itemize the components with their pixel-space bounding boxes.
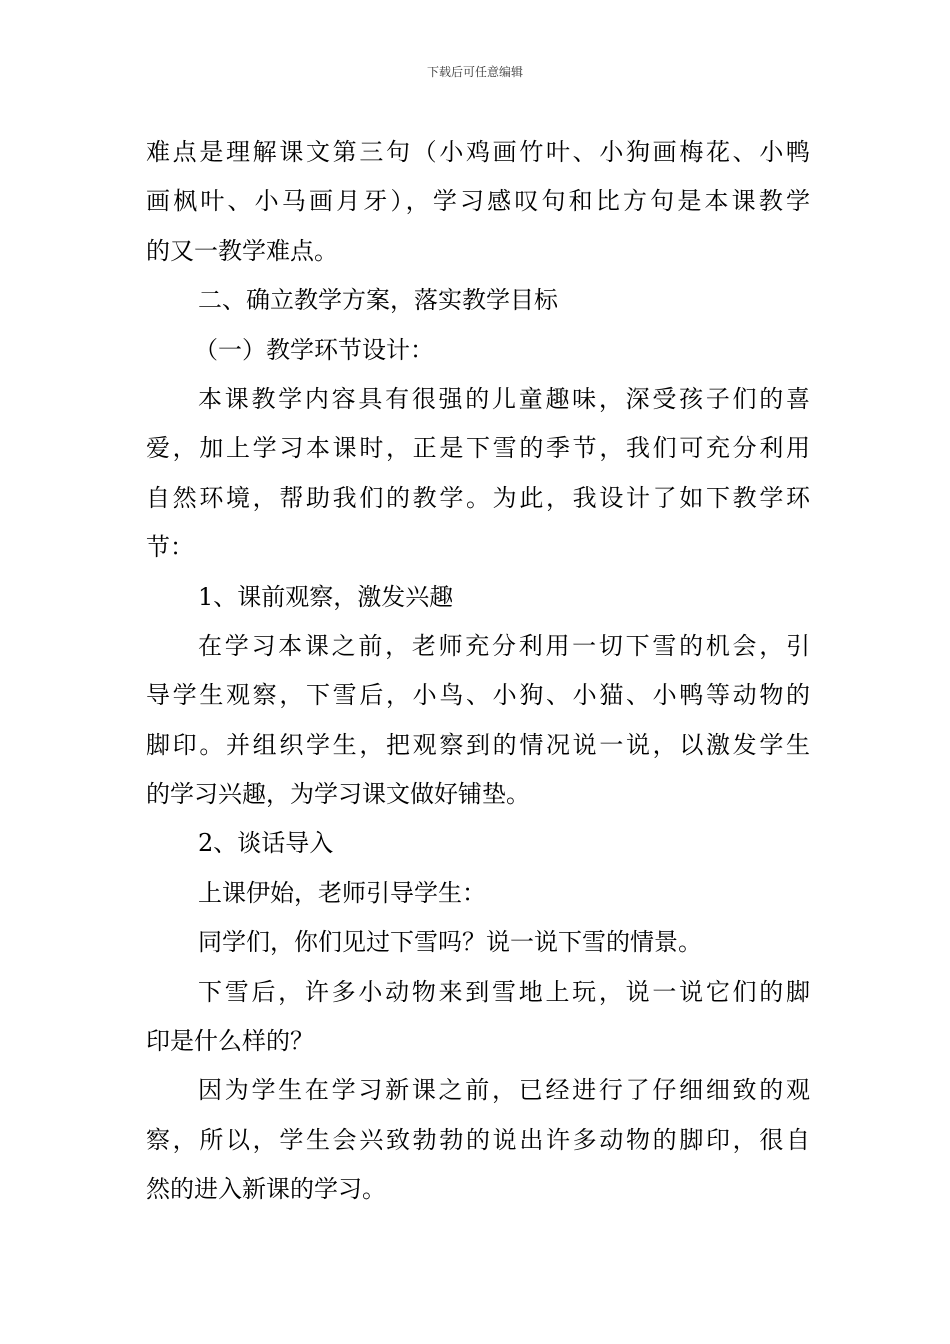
paragraph-line: 的学习兴趣，为学习课文做好铺垫。 — [146, 780, 530, 809]
paragraph-line: 难点是理解课文第三句（小鸡画竹叶、小狗画梅花、小鸭 — [146, 138, 810, 166]
step-heading-2: 2、谈话导入 — [198, 829, 334, 858]
paragraph-line: 下雪后，许多小动物来到雪地上玩，说一说它们的脚 — [198, 977, 810, 1006]
paragraph-line: 然的进入新课的学习。 — [146, 1175, 386, 1204]
paragraph-line: 爱，加上学习本课时，正是下雪的季节，我们可充分利用 — [146, 434, 810, 463]
page-header: 下载后可任意编辑 — [426, 65, 523, 79]
document-body — [146, 128, 810, 1215]
section-heading: 二、确立教学方案，落实教学目标 — [198, 286, 558, 315]
paragraph-line: 印是什么样的？ — [146, 1027, 314, 1056]
paragraph-line: 脚印。并组织学生，把观察到的情况说一说，以激发学生 — [146, 730, 810, 759]
subsection-heading: （一）教学环节设计： — [194, 335, 434, 364]
paragraph-intro — [146, 375, 810, 573]
paragraph-conclusion — [146, 1066, 810, 1214]
paragraph-line: 同学们，你们见过下雪吗？说一说下雪的情景。 — [198, 928, 702, 957]
paragraph-line: 因为学生在学习新课之前，已经进行了仔细细致的观 — [198, 1076, 810, 1105]
paragraph-line: 在学习本课之前，老师充分利用一切下雪的机会，引 — [198, 631, 810, 660]
paragraph-line: 导学生观察，下雪后，小鸟、小狗、小猫、小鸭等动物的 — [146, 681, 810, 710]
paragraph-line: 的又一教学难点。 — [146, 236, 338, 265]
paragraph-observation — [146, 622, 810, 820]
paragraph-line: 画枫叶、小马画月牙），学习感叹句和比方句是本课教学 — [146, 187, 810, 216]
step-heading-1: 1、课前观察，激发兴趣 — [198, 582, 454, 611]
paragraph-line: 自然环境，帮助我们的教学。为此，我设计了如下教学环 — [146, 483, 810, 512]
paragraph-line: 察，所以，学生会兴致勃勃的说出许多动物的脚印，很自 — [146, 1125, 810, 1154]
paragraph-difficulty — [146, 128, 810, 276]
paragraph-footprints — [146, 968, 810, 1067]
paragraph-line: 上课伊始，老师引导学生： — [198, 878, 486, 907]
paragraph-line: 节： — [146, 533, 194, 562]
paragraph-line: 本课教学内容具有很强的儿童趣味，深受孩子们的喜 — [198, 384, 810, 413]
